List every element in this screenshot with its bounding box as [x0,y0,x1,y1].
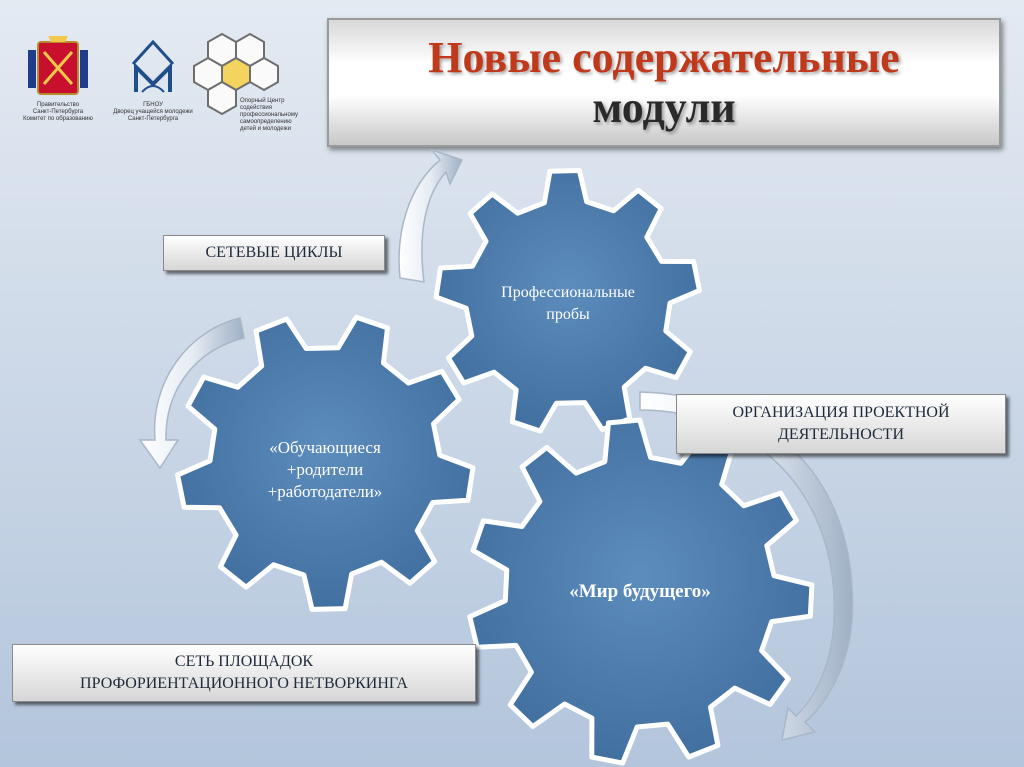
label-project-activity-line: ДЕЯТЕЛЬНОСТИ [777,426,905,443]
label-project-activity-line: ОРГАНИЗАЦИЯ ПРОЕКТНОЙ [732,404,950,421]
label-project-activity [676,394,1006,454]
logo3-caption-line: самоопределению [240,119,292,125]
logo2-caption-line: Дворец учащейся молодежи [113,109,193,115]
logo2-caption-line: Санкт-Петербурга [127,116,179,122]
gear-bottom-text: «Мир будущего» [569,581,711,602]
logo3-caption-line: Опорный Центр содействия [240,98,285,111]
arrow-top-left-icon [399,150,462,282]
gear-left-line: +работодатели» [267,482,383,501]
label-network-cycles-text: СЕТЕВЫЕ ЦИКЛЫ [205,244,343,261]
label-network-cycles [163,235,385,271]
title-line-2: модули [592,82,736,132]
logo3-caption-line: профессиональному [240,112,299,118]
label-networking-sites-line: СЕТЬ ПЛОЩАДОК [174,653,314,670]
gear-left-line: +родители [286,460,364,479]
gear-top-line: пробы [546,306,590,323]
logo1-caption-line: Комитет по образованию [23,116,93,122]
label-networking-sites [12,644,476,702]
gear-top-line: Профессиональные [501,284,635,301]
logo3-caption-line: детей и молодежи [240,126,291,132]
gear-top-text [450,282,686,326]
label-networking-sites-line: ПРОФОРИЕНТАЦИОННОГО НЕТВОРКИНГА [80,675,408,692]
logo1-caption-line: Санкт-Петербурга [32,109,84,115]
gear-left-line: «Обучающиеся [269,438,381,457]
logo1-caption-line: Правительство [36,102,80,108]
title-line-1: Новые содержательные [428,32,900,82]
logo2-caption-line: ГБНОУ [143,102,163,108]
gear-left-text [205,437,445,503]
